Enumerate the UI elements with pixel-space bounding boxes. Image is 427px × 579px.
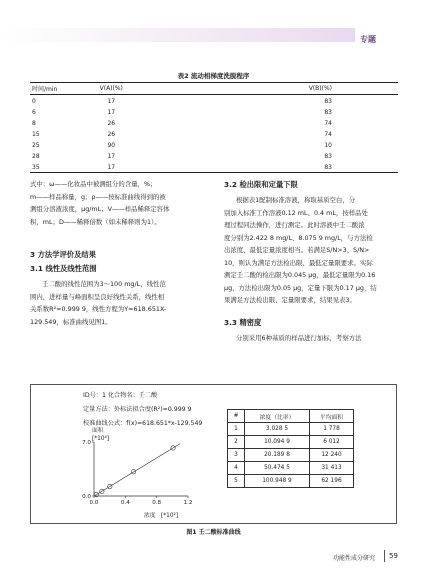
- table-cell: 74: [324, 119, 332, 127]
- table-cell: 90: [107, 141, 116, 149]
- header-decoration: [0, 28, 355, 42]
- x-tick-label: 0.4: [120, 500, 130, 506]
- table-cell: 35: [30, 161, 74, 173]
- table-cell: 20.189 8: [245, 449, 310, 462]
- table-cell: 83: [324, 152, 332, 160]
- y-tick-label: 0.0: [82, 494, 91, 500]
- section-3-3-body: [224, 332, 404, 345]
- table-cell: 1 778: [310, 423, 354, 436]
- table-cell: 0: [32, 97, 36, 105]
- figure-equation-line: 校准曲线公式：f(x)=618.651*x-129.549: [83, 420, 203, 427]
- text-line: 壬二酸的线性范围为3～100 mg/L，线性范: [42, 280, 166, 288]
- table-row: [30, 150, 398, 161]
- table-row: [228, 423, 354, 436]
- text-line: 积，mL；D——稀释倍数（如未稀释则为1）。: [30, 217, 161, 226]
- y-axis-unit: [*10⁴]: [92, 436, 110, 442]
- figure-method-line: 定量方法：外标法拟合度(R²)=0.999 9: [83, 406, 192, 413]
- text-line: 测定壬二酸的检出限为0.045 μg，最低定量限为0.16: [224, 271, 376, 279]
- y-axis-title: 面积: [92, 428, 104, 434]
- table-cell: 83: [324, 108, 332, 116]
- text-line: 式中：ω——化妆品中被测组分的含量，%；: [30, 180, 157, 188]
- table-row: [30, 161, 398, 173]
- text-line: 关系数R²=0.999 9，线性方程为Y=618.651X-: [30, 305, 167, 313]
- gradient-table: [30, 82, 398, 173]
- text-line: 10，则认为满足方法检出限、最低定量限要求。实际: [224, 258, 373, 267]
- table-cell: 3: [228, 449, 245, 462]
- table-cell: 12 240: [310, 449, 354, 462]
- table-row: [30, 106, 398, 117]
- table-cell: 17: [107, 152, 116, 160]
- table-row: [228, 449, 354, 462]
- table-cell: 17: [107, 108, 116, 116]
- section-3-2-body: [224, 194, 404, 307]
- table-cell: 50.474 5: [245, 462, 310, 475]
- table-cell: 28: [32, 152, 40, 160]
- figure-id-line: ID号：1 化合物名：壬二酸: [83, 392, 158, 399]
- table-cell: 83: [149, 161, 398, 173]
- x-tick-label: 1.2: [183, 500, 193, 506]
- table-cell: 3.028 5: [245, 423, 310, 436]
- table-header: V(B)(%): [149, 83, 398, 95]
- table-row: [30, 117, 398, 128]
- table-cell: 2: [228, 436, 245, 449]
- text-line: 129.549，标准曲线见图1。: [30, 317, 112, 326]
- table-row: [30, 139, 398, 150]
- table-cell: 26: [107, 119, 116, 127]
- calibration-chart: [60, 426, 240, 521]
- text-line: 围内，进样量与峰面积呈良好线性关系，线性相: [30, 292, 165, 301]
- table-row: [228, 462, 354, 475]
- table-row: [30, 128, 398, 139]
- text-line: 度分别为2.422 8 mg/L、8.075 9 mg/L，与方法检: [224, 233, 373, 242]
- table-header: 平均面积: [310, 410, 354, 423]
- text-line: μg，方法检出限为0.05 μg，定量下限为0.17 μg，结: [224, 283, 377, 292]
- table-cell: 26: [107, 130, 116, 138]
- results-table: [227, 409, 354, 488]
- figure-1-caption: 图1 壬二酸标准曲线: [186, 529, 241, 536]
- section-3-2-heading: 3.2 检出限和定量下限: [224, 180, 298, 189]
- table-header: 时间/min: [30, 83, 74, 95]
- table-header: 浓度（比率）: [245, 410, 310, 423]
- footer-divider: [384, 550, 385, 562]
- text-line: 果满足方法检出限、定量限要求，结果见表3。: [224, 296, 356, 304]
- x-tick-label: 0.8: [152, 500, 162, 506]
- table-cell: 4: [228, 462, 245, 475]
- table-row: [228, 475, 354, 488]
- section-label: 专题: [360, 35, 376, 44]
- table-cell: 6: [32, 108, 36, 116]
- x-axis-title: 浓度: [144, 513, 156, 519]
- text-line: 理过程同法操作，进行测定。此时溶液中壬二酸浓: [224, 221, 365, 229]
- text-line: 分别采用6种基质的样品进行加标，考察方法: [236, 334, 362, 342]
- x-tick-label: 0.0: [89, 500, 99, 506]
- table-cell: 100.948 9: [245, 475, 310, 488]
- x-axis-unit: [*10²]: [161, 513, 179, 519]
- table2-caption: 表2 流动相梯度洗脱程序: [177, 72, 250, 80]
- table-cell: 62 196: [310, 475, 354, 488]
- table-header: #: [228, 410, 245, 423]
- section-3-1-body: [30, 278, 222, 328]
- text-line: m——样品称量，g；ρ——按标准曲线得到的被: [30, 192, 166, 201]
- section-3-3-heading: 3.3 精密度: [224, 318, 262, 327]
- section-3-1-heading: 3.1 线性及线性范围: [30, 264, 97, 273]
- table-cell: 74: [324, 130, 332, 138]
- table-cell: 17: [107, 97, 116, 105]
- table-cell: 83: [324, 97, 332, 105]
- table-row: [228, 436, 354, 449]
- table-cell: 10: [324, 141, 332, 149]
- fit-line: [95, 444, 180, 496]
- table-cell: 8: [32, 119, 36, 127]
- table-cell: 6 012: [310, 436, 354, 449]
- table-cell: 1: [228, 423, 245, 436]
- table-cell: 31 413: [310, 462, 354, 475]
- table-cell: 10.094 9: [245, 436, 310, 449]
- section-3-heading: 3 方法学评价及结果: [30, 250, 96, 259]
- text-line: 根据表1配制标准溶液，称取基质空白，分: [236, 196, 356, 204]
- table-cell: 17: [74, 161, 149, 173]
- text-line: 出浓度、最低定量浓度相当。若满足S/N>3、S/N>: [224, 246, 370, 254]
- chart-plot-area: [82, 440, 192, 506]
- table-row: [30, 95, 398, 107]
- formula-explanation: [30, 178, 220, 228]
- table-header: V(A)(%): [74, 83, 149, 95]
- journal-name: 功能性成分研究: [333, 555, 376, 562]
- table-header-row: [228, 410, 354, 423]
- text-line: 测组分溶液浓度，μg/mL；V——样品稀释定容体: [30, 205, 170, 213]
- y-tick-label: 7.0: [82, 440, 91, 446]
- page-number: 59: [389, 552, 398, 560]
- text-line: 别加入标准工作溶液0.12 mL、0.4 mL，按样品处: [224, 208, 368, 217]
- table-cell: 15: [32, 130, 40, 138]
- table-cell: 25: [32, 141, 40, 149]
- table-cell: 5: [228, 475, 245, 488]
